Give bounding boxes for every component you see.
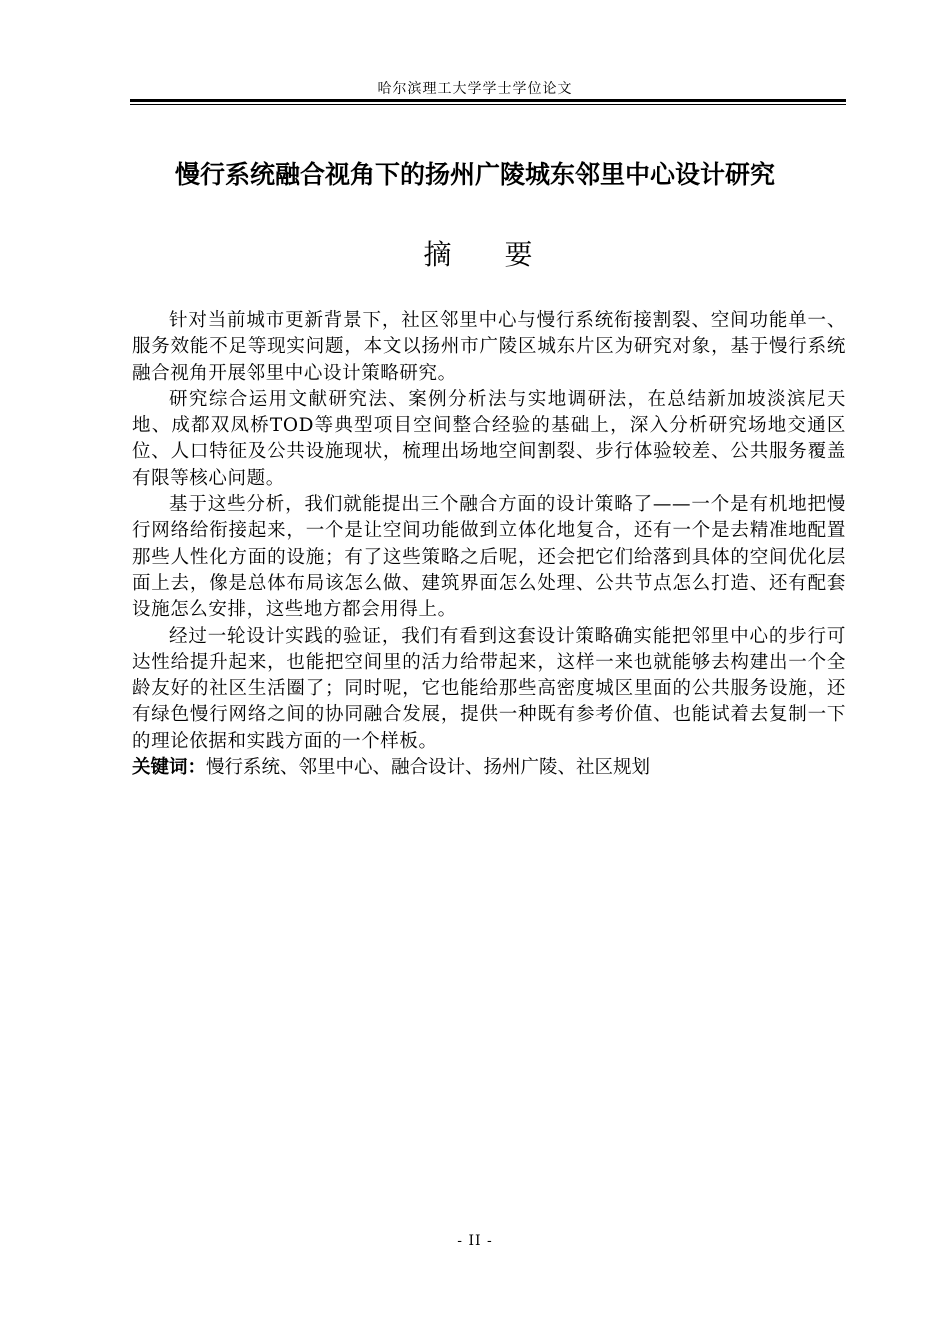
keywords-label: 关键词： <box>132 757 207 779</box>
page-number: - II - <box>457 1233 493 1249</box>
abstract-paragraph-2: 研究综合运用文献研究法、案例分析法与实地调研法，在总结新加坡淡滨尼天地、成都双凤桥TOD等典型项目空间整合经验的基础上，深入分析研究场地交通区位、人口特征及公共设施现状，梳理出场地空间割裂、步行体验较差、公共服务覆盖有限等核心问题。 <box>132 388 846 489</box>
thesis-title: 慢行系统融合视角下的扬州广陵城东邻里中心设计研究 <box>174 160 775 189</box>
abstract-paragraph-3: 基于这些分析，我们就能提出三个融合方面的设计策略了——一个是有机地把慢行网络给衔接起来，一个是让空间功能做到立体化地复合，还有一个是去精准地配置那些人性化方面的设施；有了这些策略之后呢，还会把它们给落到具体的空间优化层面上去，像是总体布局该怎么做、建筑界面怎么处理、公共节点怎么打造、还有配套设施怎么安排，这些地方都会用得上。 <box>132 494 846 621</box>
header-rule-thin <box>130 104 846 105</box>
abstract-paragraph-4: 经过一轮设计实践的验证，我们有看到这套设计策略确实能把邻里中心的步行可达性给提升起来，也能把空间里的活力给带起来，这样一来也就能够去构建出一个全龄友好的社区生活圈了；同时呢，它也能给那些高密度城区里面的公共服务设施，还有绿色慢行网络之间的协同融合发展，提供一种既有参考价值、也能试着去复制一下的理论依据和实践方面的一个样板。 <box>132 625 846 752</box>
abstract-heading: 摘 要 <box>423 238 555 271</box>
abstract-paragraph-1: 针对当前城市更新背景下，社区邻里中心与慢行系统衔接割裂、空间功能单一、服务效能不足等现实问题，本文以扬州市广陵区城东片区为研究对象，基于慢行系统融合视角开展邻里中心设计策略研究。 <box>132 310 846 384</box>
keywords-line <box>132 755 846 781</box>
running-header: 哈尔滨理工大学学士学位论文 <box>377 81 573 97</box>
keywords-value: 慢行系统、邻里中心、融合设计、扬州广陵、社区规划 <box>206 757 651 779</box>
abstract-body <box>132 308 846 781</box>
header-rule-thick <box>130 99 846 102</box>
